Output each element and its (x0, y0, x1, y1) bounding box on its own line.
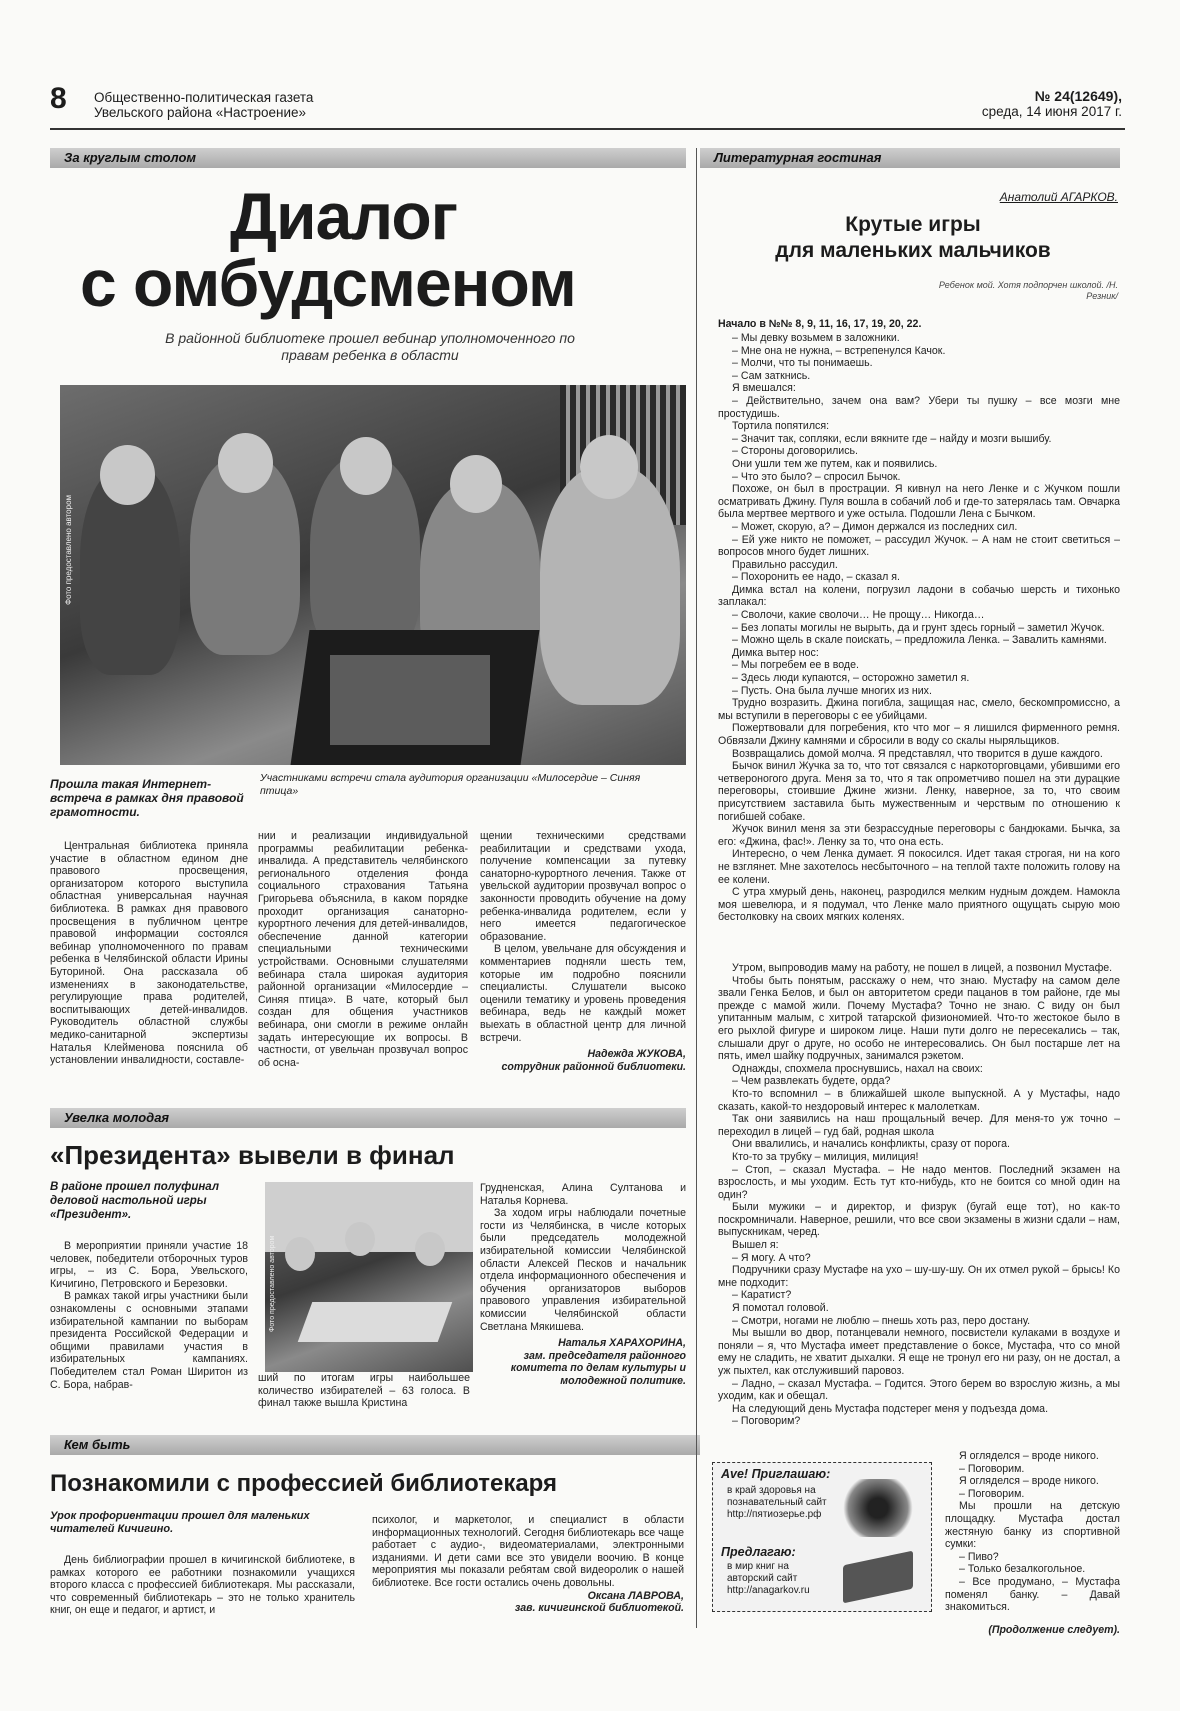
story-paragraph: Я огляделся – вроде никого. (959, 1450, 1099, 1462)
article-title-line2: с омбудсменом (80, 246, 576, 320)
story-start-note: Начало в №№ 8, 9, 11, 16, 17, 19, 20, 22. (718, 318, 922, 330)
signature-role: сотрудник районной библиотеки. (501, 1060, 686, 1073)
article2-col-3: Грудненская, Алина Султанова и Наталья Корнева. За ходом игры наблюдали почетные гости из Челябинска, в числе которых были председатель молодежной избирательной комиссии Челябинской области Алексей Песков и начальник отдела информационного обеспечения и обучения организаторов выборов правового управления избирательной комиссии Челябинской области Светлана Мякишева. Наталья ХАРАХОРИНА, зам. председателя районного комитета по делам культуры и молодежной политике. (480, 1182, 686, 1387)
article3-col-1: День библиографии прошел в кичигинской библиотеке, в рамках которого ее работники познакомили учащихся второго класса с профессией библиотекаря. Мы рассказали, что современный библиотекарь – это не только хранитель книг, он еще и педагог, и артист, и (50, 1554, 355, 1617)
story-paragraph: Правильно рассудил. (732, 558, 838, 571)
story-paragraph: – Стоп, – сказал Мустафа. – Не надо ментов. Последний экзамен на взрослость, и мы уходим. Есть тут кто-нибудь, кто не боится со мной один на один? (718, 1163, 1120, 1201)
story-author: Анатолий АГАРКОВ. (999, 190, 1118, 204)
story-paragraph: Димка вытер нос: (732, 646, 819, 659)
story-paragraph: Вышел я: (732, 1239, 779, 1252)
story-paragraph: – Ладно, – сказал Мустафа. – Годится. Этого берем во взрослую жизнь, а мы уходим, как и обещал. (718, 1377, 1120, 1403)
story-title (706, 212, 1120, 264)
article-col-1: Центральная библиотека приняла участие в областном едином дне правового просвещения, организатором которого выступила областная универсальная научная библиотека. В рамках дня правового просвещения в публичном центре правовой информации состоялся вебинар уполномоченного по правам ребенка в Челябинской области Ирины Буториной. Она рассказала об изменениях в законодательстве, регулирующие права родителей, воспитывающих детей-инвалидов. Руководитель областной службы медико-санитарной экспертизы Наталья Клейменова пояснила об установлении инвалидности, составле- (50, 840, 248, 1067)
signature3-name: Оксана ЛАВРОВА, (587, 1589, 684, 1602)
story-paragraph: – Сволочи, какие сволочи… Не прощу… Никогда… (732, 609, 985, 622)
story-paragraph: Мы прошли на детскую площадку. Мустафа достал жестяную банку из спортивной сумки: (945, 1500, 1120, 1551)
flower-icon (838, 1479, 918, 1537)
rubric-round-table: За круглым столом (50, 148, 686, 168)
story-paragraph: – Сам заткнись. (732, 369, 811, 382)
story-paragraph: – Мне она не нужна, – встрепенулся Качок. (732, 344, 946, 357)
article2-col-2: ший по итогам игры наибольшее количество избирателей – 63 голоса. В финал также вышла Кристина (258, 1372, 470, 1410)
story-paragraph: – Чем развлекать будете, орда? (732, 1075, 891, 1088)
story-title-line1: Крутые игры (845, 213, 981, 236)
promo-heading1: Ave! Приглашаю: (721, 1467, 831, 1481)
story-paragraph: – Что это было? – спросил Бычок. (732, 470, 901, 483)
article-col-2: нии и реализации индивидуальной программы реабилитации ребенка-инвалида. А представитель челябинского регионального отделения фонда социального страхования Татьяна Григорьева объяснила, в каком порядке проходит организация санаторно-курортного лечения для детей-инвалидов, обеспечение данной категории специальными техническими устройствами. Основными слушателями вебинара стала широкая аудитория районной организации «Милосердие – Синяя птица». В чате, который был создан для общения участников вебинара, они смогли в режиме онлайн задать интересующие их вопросы. В частности, от увельчан прозвучал вопрос об осна- (258, 830, 468, 1069)
book-icon (843, 1551, 913, 1604)
story-paragraph: – Каратист? (732, 1289, 792, 1302)
story-paragraph: Я вмешался: (732, 382, 796, 395)
signature-name: Надежда ЖУКОВА, (587, 1048, 686, 1061)
story-paragraph: Интересно, о чем Ленка думает. Я покосился. Идет такая строгая, ни на кого не взглянет. Мне захотелось несбыточного – на теплой тахте положить голову на ее колени. (718, 848, 1120, 886)
story-paragraph: – Я могу. А что? (732, 1251, 811, 1264)
story-paragraph: – Поговорим. (959, 1462, 1025, 1475)
story-paragraph: Пожертвовали для погребения, кто что мог – я лишился фирменного ремня. Обвязали Джину камнями и сбросили в воду со скалы ныряльщиков. (718, 722, 1120, 747)
story-paragraph: – Мы девку возьмем в заложники. (732, 332, 900, 344)
article-sidelead: Прошла такая Интернет-встреча в рамках дня правовой грамотности. (50, 777, 244, 819)
story-paragraph: Мы вышли во двор, потанцевали немного, посвистели кулаками в воздухе и поняли – я, что Мустафа имеет представление о боксе, Мустафа, что со мной ему не сладить, не хватит дыхалки. Я еще не тронул его ни разу, он не достал, а уж пыхтел, как отслуживший паровоз. (718, 1327, 1120, 1377)
photo-caption: Участниками встречи стала аудитория организации «Милосердие – Синяя птица» (260, 772, 641, 797)
story-paragraph: Бычок винил Жучка за то, что тот связался с наркоторговцами, убившими его четвероногого друга. Меня за то, что я так опрометчиво пошел на эти дурацкие переговоры, стоившие Джине жизни. Ленку, наверное, за то, что своим присутствием заставила быть мужественным и черствым по отношению к погибшей собаке. (718, 760, 1120, 823)
photo-credit: Фото предоставлено автором (64, 494, 73, 605)
story-title-line2: для маленьких мальчиков (775, 239, 1051, 262)
story-paragraph: – Без лопаты могилы не вырыть, да и грунт здесь горный – заметил Жучок. (732, 621, 1105, 634)
story-paragraph: Я огляделся – вроде никого. (959, 1475, 1099, 1488)
story-paragraph: Так они заявились на наш прощальный вечер. Для меня-то уж точно – переходил в лицей – гуд бай, родная школа (718, 1113, 1120, 1138)
story-paragraph: Похоже, он был в прострации. Я кивнул на него Ленке и с Жучком пошли осматривать Джину. Пуля вошла в собачий лоб и где-то затерялась там. Овчарка была мертвее мертвого и уже остыла. Подошли Лена с Бычком. (718, 483, 1120, 521)
rubric-kem-byt: Кем быть (50, 1435, 700, 1455)
issue-number: № 24(12649), (1034, 88, 1122, 104)
article3-title: Познакомили с профессией библиотекаря (50, 1470, 558, 1497)
story-paragraph: Чтобы быть понятым, расскажу о нем, что знаю. Мустафу на самом деле звали Генка Белов, и был он авторитетом среди пацанов в том районе, где мы прежде с мамой жили. Почему Мустафа? Точно не знаю. С виду он был упитанным малым, с хитрой татарской физиономией. Что-то жестокое было в его рыхлой фигуре и широком лице. Наши пути долго не пересекались – так, слышали друг о друге, но особо не интересовались. Он был постарше лет на пять, имел шайку подручных, занимался рэкетом. (718, 974, 1120, 1063)
promo-link1[interactable]: в край здоровья на познавательный сайт http://пятиозерье.рф (727, 1485, 827, 1520)
story-paragraph: Утром, выпроводив маму на работу, не пошел в лицей, а позвонил Мустафе. (732, 962, 1113, 974)
story-paragraph: – Поговорим? (732, 1415, 801, 1428)
article3-lead: Урок профориентации прошел для маленьких читателей Кичигино. (50, 1510, 310, 1535)
story-paragraph: – Мы погребем ее в воде. (732, 659, 859, 672)
story-paragraph: – Стороны договорились. (732, 445, 858, 458)
story-paragraph: Я помотал головой. (732, 1302, 829, 1315)
story-paragraph: Были мужики – и директор, и физрук (бугай еще тот), но как-то поскромничали. Наверное, решили, что все свои экзамены в жизни сдали – нам, выпускникам, черед. (718, 1201, 1120, 1239)
story-part1 (718, 332, 1120, 924)
promo-heading2: Предлагаю: (721, 1545, 796, 1559)
story-part2 (718, 962, 1120, 1428)
story-paragraph: На следующий день Мустафа подстерег меня у подъезда дома. (732, 1402, 1049, 1415)
story-paragraph: – Молчи, что ты понимаешь. (732, 357, 873, 370)
article-lead: В районной библиотеке прошел вебинар уполномоченного по правам ребенка в области (165, 330, 575, 363)
webinar-photo (60, 385, 686, 765)
story-paragraph: – Пиво? (959, 1550, 999, 1563)
story-paragraph: Кто-то вспомнил – в ближайшей школе выпускной. А у Мустафы, надо сказать, какой-то нездоровый интерес к малолеткам. (718, 1087, 1120, 1113)
story-paragraph: – Значит так, сопляки, если вякните где – найду и мозги вышибу. (732, 432, 1052, 445)
promo-box (712, 1462, 932, 1612)
story-paragraph: Возвращались домой молча. Я представлял, что творится в душе каждого. (732, 747, 1103, 760)
story-paragraph: – Похоронить ее надо, – сказал я. (732, 571, 900, 584)
story-paragraph: Они ушли тем же путем, как и появились. (732, 457, 938, 470)
story-paragraph: Однажды, спохмела проснувшись, нахал на своих: (732, 1062, 983, 1075)
rubric-literary-lounge: Литературная гостиная (700, 148, 1120, 168)
story-paragraph: – Ей уже никто не поможет, – рассудил Жучок. – А нам не стоит светиться – вопросов много будет лишних. (718, 533, 1120, 559)
story-paragraph: С утра хмурый день, наконец, разродился мелким нудным дождем. Намокла моя шевелюра, и я подумал, что Ленке мало приятного ощущать сырую мою бестолковку на своих мягких коленях. (718, 886, 1120, 924)
story-paragraph: – Поговорим. (959, 1487, 1025, 1500)
story-paragraph: – Все продумано, – Мустафа поменял банку. – Давай знакомиться. (945, 1575, 1120, 1614)
paper-name-line1: Общественно-политическая газета (94, 90, 314, 105)
story-paragraph: Тортила попятился: (732, 420, 830, 433)
story-paragraph: – Можно щель в скале поискать, – предложила Ленка. – Завалить камнями. (732, 634, 1107, 647)
story-continued: (Продолжение следует). (988, 1623, 1120, 1636)
story-paragraph: – Здесь люди купаются, – осторожно заметил я. (732, 672, 970, 685)
article2-col-1: В мероприятии приняли участие 18 человек, победители отборочных туров игры, – из С. Бора, Увельского, Кичигино, Петровского и Березовки. В рамках такой игры участники были ознакомлены с основными этапами избирательной кампании по выборам президента Российской Федерации и общими правилами участия в избирательных кампаниях. Победителем стал Роман Ширитон из С. Бора, набрав- (50, 1240, 248, 1391)
story-paragraph: Жучок винил меня за эти безрассудные переговоры с бандюками. Бычка, за его: «Джина, фас!». Ленку за то, что она есть. (718, 823, 1120, 848)
signature2-name: Наталья ХАРАХОРИНА, (558, 1337, 686, 1350)
story-paragraph: – Смотри, ногами не люблю – пнешь хоть раз, перо достану. (732, 1314, 1031, 1327)
rubric-uvelka: Увелка молодая (50, 1108, 686, 1128)
story-epigraph: Ребенок мой. Хотя подпорчен школой. /Н. Резник/ (938, 280, 1118, 301)
story-paragraph: – Только безалкогольное. (959, 1563, 1086, 1576)
story-paragraph: – Пусть. Она была лучше многих из них. (732, 684, 932, 697)
header-rule (50, 128, 1125, 130)
story-paragraph: Они ввалились, и начались конфликты, сразу от порога. (732, 1138, 1010, 1151)
story-paragraph: – Может, скорую, а? – Димон держался из последних сил. (732, 520, 1018, 533)
article-col-3: щении техническими средствами реабилитации и средствами ухода, получение компенсации за путевку санаторно-курортного лечения. Также от увельской аудитории прозвучал вопрос о законности проводить обучение на дому ребенка-инвалида родителем, если у него имеется педагогическое образование. В целом, увельчане для обсуждения и комментариев подняли шесть тем, которые им подробно пояснили специалисты. Слушатели высоко оценили тематику и уровень проведения вебинара, ведь не каждый может выехать в областной центр для личной встречи. Надежда ЖУКОВА, сотрудник районной библиотеки. (480, 830, 686, 1073)
article2-lead: В районе прошел полуфинал деловой настольной игры «Президент». (50, 1181, 219, 1221)
article2-title: «Президента» вывели в финал (50, 1140, 455, 1170)
story-part3 (945, 1450, 1120, 1636)
story-paragraph: Димка встал на колени, погрузил ладони в собачью шерсть и тихонько заплакал: (718, 583, 1120, 609)
promo-link2[interactable]: в мир книг на авторский сайт http://anagarkov.ru (727, 1561, 810, 1596)
story-paragraph: – Действительно, зачем она вам? Убери ты пушку – все мозги мне простудишь. (718, 394, 1120, 420)
article3-col-2: психолог, и маркетолог, и специалист в области информационных технологий. Сегодня библиотекарь все чаще работает с аудио-, видеоматериалами, электронными изданиями. И дети сами все это увидели воочию. В конце мероприятия мы показали ребятам свой видеоролик о нашей библиотеке. Все гости остались очень довольны. Оксана ЛАВРОВА, зав. кичигинской библиотекой. (372, 1514, 685, 1615)
article-title-line1: Диалог (230, 179, 458, 253)
game-photo (265, 1182, 473, 1372)
signature3-role: зав. кичигинской библиотекой. (514, 1602, 684, 1615)
signature2-role: зам. председателя районного комитета по делам культуры и молодежной политике. (510, 1349, 686, 1387)
story-paragraph: Трудно возразить. Джина погибла, защищая нас, смело, бескомпромиссно, а мы вступили в переговоры с ее убийцами. (718, 697, 1120, 722)
story-paragraph: Подручники сразу Мустафе на ухо – шу-шу-шу. Он их отмел рукой – брысь! Ко мне подходит: (718, 1264, 1120, 1289)
page-number: 8 (50, 82, 67, 115)
issue-date: среда, 14 июня 2017 г. (981, 104, 1122, 119)
column-divider (696, 148, 697, 1628)
photo2-credit: Фото предоставлено автором (269, 1235, 276, 1332)
paper-name (94, 90, 313, 120)
paper-name-line2: Увельского района «Настроение» (94, 105, 307, 120)
story-paragraph: Кто-то за трубку – милиция, милиция! (732, 1150, 919, 1163)
